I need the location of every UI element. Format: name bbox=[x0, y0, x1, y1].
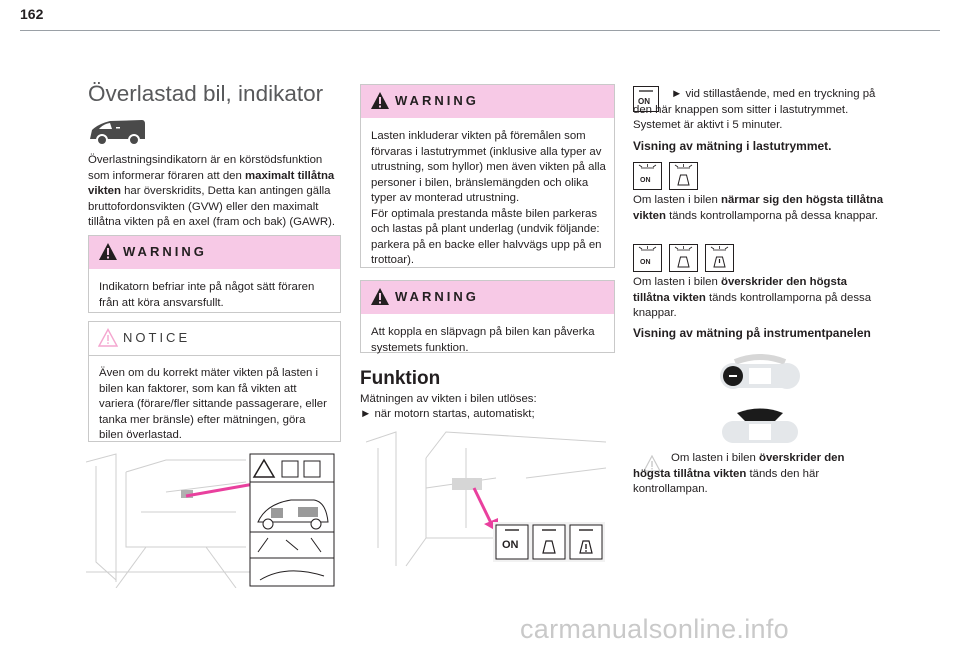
approach-limit-paragraph: Om lasten i bilen närmar sig den högsta tillåtna vikten tänds kontrollamporna på dessa knappar. bbox=[633, 194, 884, 222]
dashboard-exceed-paragraph: Om lasten i bilen överskrider den högsta tillåtna vikten tänds den här kontrollampan. bbox=[633, 452, 845, 495]
instrument-panel-display-2 bbox=[715, 407, 805, 445]
header-divider bbox=[20, 30, 940, 31]
warning-box-1 bbox=[88, 235, 341, 313]
warning-label: WARNING bbox=[395, 289, 479, 304]
cargo-area-illustration bbox=[86, 452, 336, 588]
instrument-panel-display-1 bbox=[715, 354, 805, 392]
on-icon-label: ON bbox=[640, 177, 651, 184]
warning-label: WARNING bbox=[395, 93, 479, 108]
notice-text: Även om du korrekt mäter vikten på lasten i bilen kan faktorer, som kan få vikten att variera (förare/fler sittande passagerare, eller tanka mer bränsle) efter mätningen, göra bilen överlastad. bbox=[99, 367, 327, 441]
heading-dashboard-display: Visning av mätning på instrumentpanelen bbox=[633, 326, 871, 340]
page-number: 162 bbox=[20, 6, 44, 22]
warning-text: Indikatorn befriar inte på något sätt föraren från att köra ansvarsfullt. bbox=[99, 281, 315, 309]
watermark: carmanualsonline.info bbox=[520, 614, 789, 644]
warning-text: Lasten inkluderar vikten på föremålen som förvaras i lastutrymmet (inklusive alla typer av utrustning, som hyllor) men även vikten på alla personer i bilen, bränslemängden och olika typer av monterad utrustning. För optimala prestanda måste bilen parkeras och lastas på plant underlag (undvik följande: parkera på en backe eller halvvägs upp på en trottoar). bbox=[371, 130, 606, 266]
page-title: Överlastad bil, indikator bbox=[88, 81, 324, 106]
bullet-stationary: ► vid stillastående, med en tryckning på den här knappen som sitter i lastutrymmet. Systemet är aktivt i 5 minuter. bbox=[633, 88, 876, 131]
warning-header bbox=[89, 236, 340, 269]
warning-label: WARNING bbox=[123, 244, 207, 259]
on-button-label: ON bbox=[502, 539, 519, 551]
bullet-engine-start: ► när motorn startas, automatiskt; bbox=[360, 408, 535, 420]
notice-box bbox=[88, 321, 341, 442]
notice-label: NOTICE bbox=[123, 330, 191, 345]
warning-box-2 bbox=[360, 84, 615, 268]
warning-text: Att koppla en släpvagn på bilen kan påverka systemets funktion. bbox=[371, 326, 595, 354]
van-icon bbox=[88, 117, 148, 147]
cargo-button-panel bbox=[493, 522, 605, 562]
section-heading: Funktion bbox=[360, 368, 441, 389]
exceed-limit-paragraph: Om lasten i bilen överskrider den högsta tillåtna vikten tänds kontrollamporna på dessa knappar. bbox=[633, 276, 872, 319]
on-icon-label: ON bbox=[638, 97, 650, 106]
intro-paragraph: Överlastningsindikatorn är en körstödsfunktion som informerar föraren att den maximalt tillåtna vikten har överskridits, Detta kan antingen gälla bruttofordonsvikten (GVW) eller den maximalt tillåtna vikten på en axel (fram och bak) (GAWR). bbox=[88, 154, 336, 228]
cargo-indicators-row-2 bbox=[633, 244, 743, 272]
warning-header bbox=[361, 281, 614, 314]
notice-triangle-icon bbox=[98, 328, 118, 347]
warning-box-3 bbox=[360, 280, 615, 353]
cargo-indicators-row-1 bbox=[633, 162, 703, 190]
notice-header bbox=[89, 322, 340, 356]
function-paragraph: Mätningen av vikten i bilen utlöses: bbox=[360, 393, 537, 405]
warning-triangle-icon bbox=[370, 91, 390, 110]
warning-header bbox=[361, 85, 614, 118]
on-icon-label: ON bbox=[640, 259, 651, 266]
heading-cargo-display: Visning av mätning i lastutrymmet. bbox=[633, 139, 832, 153]
warning-triangle-icon bbox=[370, 287, 390, 306]
warning-triangle-icon bbox=[98, 242, 118, 261]
